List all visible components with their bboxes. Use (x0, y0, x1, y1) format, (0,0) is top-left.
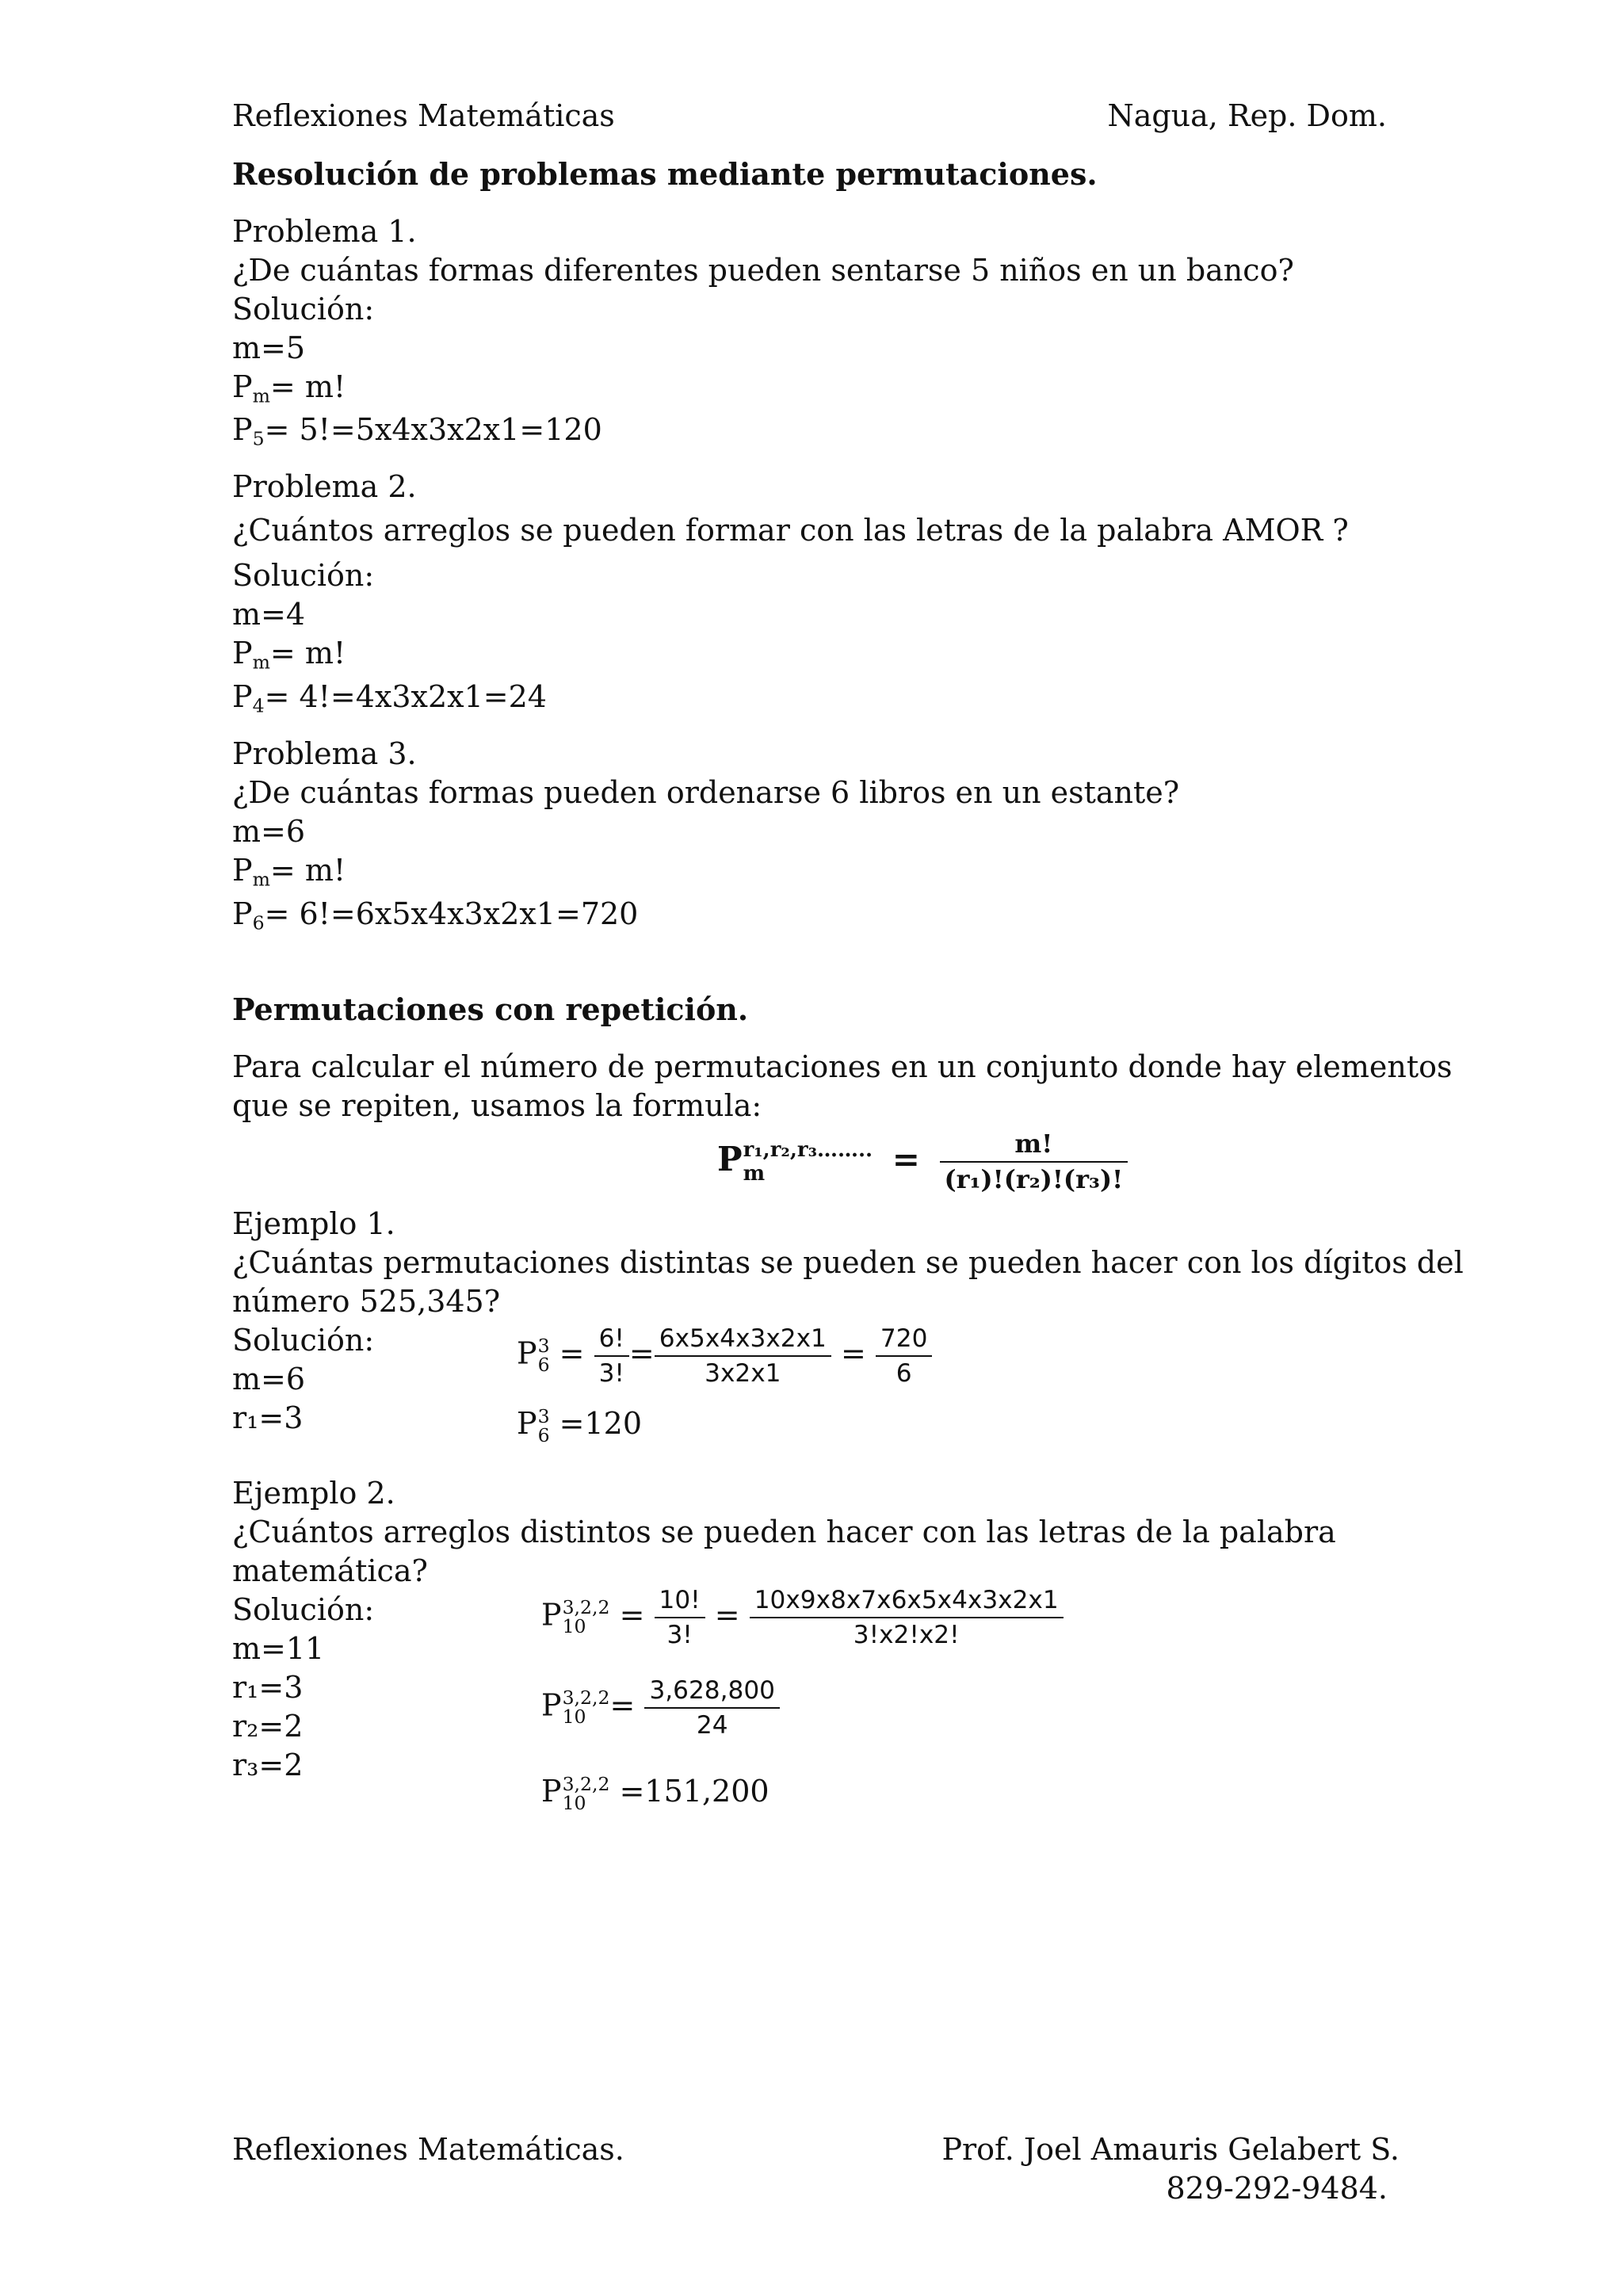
problem-1-formula: $P_m= m$! (232, 369, 346, 407)
example-1-question-line-1: ¿Cuántas permutaciones distintas se pueden se pueden hacer con los dígitos del (232, 1245, 1464, 1280)
problem-2-formula: $P_m= m$! (232, 636, 346, 674)
repetition-intro-line-2: que se repiten, usamos la formula: (232, 1088, 762, 1123)
example-2-given-r2: r₂=2 (232, 1709, 304, 1744)
problem-2-question: ¿Cuántos arreglos se pueden formar con las letras de la palabra AMOR ? (232, 513, 1349, 548)
example-2-question-line-1: ¿Cuántos arreglos distintos se pueden hacer con las letras de la palabra (232, 1515, 1336, 1549)
general-formula: P r₁,r₂,r₃…….. m = $\frac{m!}{\text{(r₁)!(r₂)!(r₃)!}}$ (717, 1127, 1128, 1197)
example-1-solution-label: Solución: (232, 1323, 375, 1358)
problem-3-question: ¿De cuántas formas pueden ordenarse 6 libros en un estante? (232, 775, 1180, 810)
example-2-given-r1: r₁=3 (232, 1670, 304, 1705)
footer-author: Prof. Joel Amauris Gelabert S. (941, 2132, 1400, 2167)
footer-left: Reflexiones Matemáticas. (232, 2132, 624, 2167)
problem-1-heading: Problema 1. (232, 214, 417, 249)
problem-2-result: $P_4= 4!=4x3x2x1=24$ (232, 679, 547, 717)
problem-3-result: $P_6= 6!=6x5x4x3x2x1=720$ (232, 896, 639, 934)
example-1-given-r1: r₁=3 (232, 1400, 304, 1435)
example-1-calc-1: P 3 6 = $\frac{6!}{3!}$ = $\frac{6x5x4x3x2x1}{3x2x1}$ = $\frac{720}{6}$ (517, 1322, 932, 1390)
document-title: Resolución de problemas mediante permutaciones. (232, 156, 1098, 192)
repetition-title: Permutaciones con repetición. (232, 991, 749, 1027)
header-right: Nagua, Rep. Dom. (1107, 98, 1387, 133)
problem-1-result: $P_5= 5!=5x4x3x2x1=120$ (232, 412, 602, 450)
example-2-given-m: m=11 (232, 1631, 325, 1666)
footer-phone: 829-292-9484. (1166, 2171, 1388, 2206)
problem-2-solution-label: Solución: (232, 558, 375, 593)
problem-3-formula: $P_m= m$! (232, 853, 346, 891)
problem-1-m: m=5 (232, 330, 306, 365)
problem-2-m: m=4 (232, 597, 306, 632)
example-1-calc-2: P 3 6 =120 (517, 1404, 643, 1446)
example-1-question-line-2: número 525,345? (232, 1284, 501, 1319)
example-2-given-r3: r₃=2 (232, 1748, 304, 1782)
example-1-given-m: m=6 (232, 1362, 306, 1396)
problem-2-heading: Problema 2. (232, 469, 417, 504)
example-2-heading: Ejemplo 2. (232, 1476, 395, 1511)
example-2-calc-1: P 3,2,2 10 = $\frac{10!}{3!}$ = $\frac{10x9x8x7x6x5x4x3x2x1}{3!x2!x2!}$ (541, 1584, 1064, 1652)
problem-1-solution-label: Solución: (232, 292, 375, 327)
repetition-intro-line-1: Para calcular el número de permutaciones en un conjunto donde hay elementos (232, 1049, 1453, 1084)
example-2-calc-2: P 3,2,2 10 = $\frac{3,628,800}{24}$ (541, 1674, 780, 1742)
example-2-solution-label: Solución: (232, 1592, 375, 1627)
example-1-heading: Ejemplo 1. (232, 1206, 395, 1241)
example-2-question-line-2: matemática? (232, 1553, 428, 1588)
problem-3-heading: Problema 3. (232, 736, 417, 771)
problem-3-m: m=6 (232, 814, 306, 849)
header-left: Reflexiones Matemáticas (232, 98, 615, 133)
problem-1-question: ¿De cuántas formas diferentes pueden sentarse 5 niños en un banco? (232, 253, 1294, 288)
example-2-calc-3: P 3,2,2 10 =151,200 (541, 1772, 769, 1814)
